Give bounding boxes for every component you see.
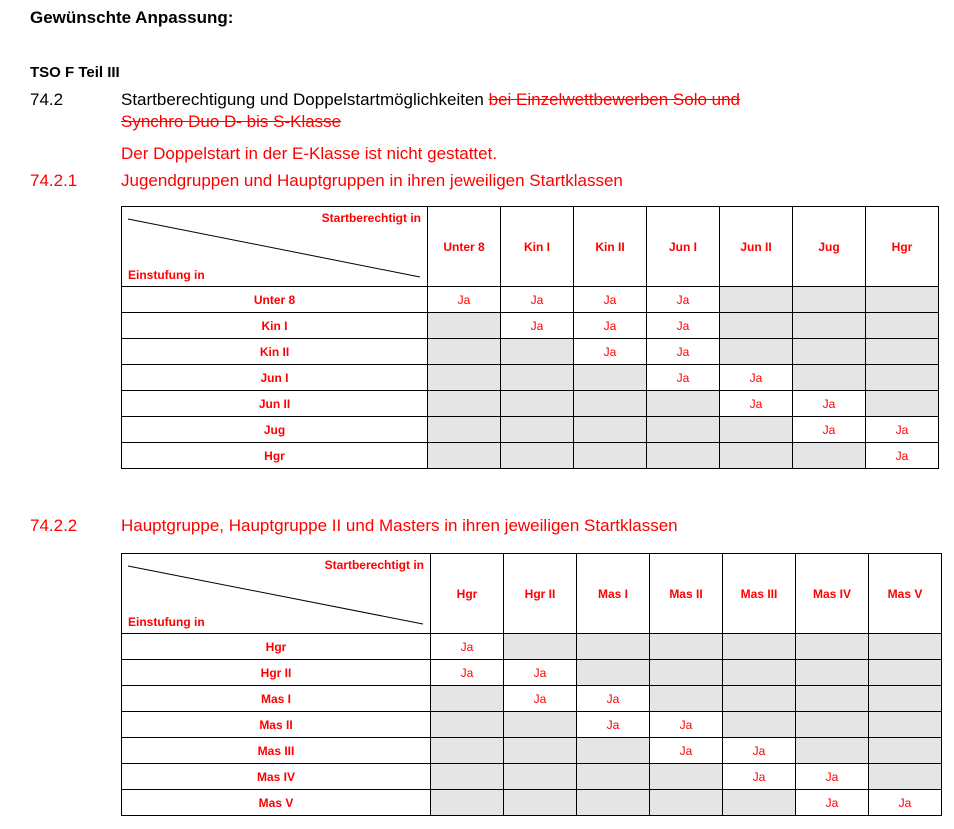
struck-text-1: bei Einzelwettbewerben Solo und xyxy=(488,90,741,109)
table-cell xyxy=(866,391,939,417)
table-cell xyxy=(869,738,942,764)
column-header: Hgr xyxy=(431,554,504,634)
table-cell: Ja xyxy=(796,790,869,816)
column-header: Mas I xyxy=(577,554,650,634)
table-cell xyxy=(869,764,942,790)
row-label: Hgr xyxy=(122,634,431,660)
table-cell xyxy=(647,391,720,417)
row-label: Mas IV xyxy=(122,764,431,790)
table-row xyxy=(122,790,942,816)
table-row xyxy=(122,634,942,660)
table-cell xyxy=(720,287,793,313)
table-cell: Ja xyxy=(720,365,793,391)
row-label: Mas III xyxy=(122,738,431,764)
table-cell: Ja xyxy=(866,417,939,443)
column-header: Jug xyxy=(793,207,866,287)
table-cell xyxy=(431,712,504,738)
table-cell: Ja xyxy=(647,365,720,391)
table-cell xyxy=(501,391,574,417)
table-cell xyxy=(428,339,501,365)
table-row xyxy=(122,686,942,712)
table-cell xyxy=(647,443,720,469)
table-cell: Ja xyxy=(650,738,723,764)
table-cell xyxy=(504,764,577,790)
table-cell xyxy=(866,339,939,365)
table-cell xyxy=(720,443,793,469)
column-header: Jun I xyxy=(647,207,720,287)
table-cell: Ja xyxy=(501,287,574,313)
table-cell: Ja xyxy=(720,391,793,417)
table-cell xyxy=(869,686,942,712)
table-cell xyxy=(796,686,869,712)
table-row xyxy=(122,313,939,339)
column-header: Hgr xyxy=(866,207,939,287)
column-header: Mas IV xyxy=(796,554,869,634)
table-cell xyxy=(869,660,942,686)
table-cell xyxy=(501,339,574,365)
table-cell: Ja xyxy=(869,790,942,816)
row-label: Jug xyxy=(122,417,428,443)
section-74-2-text xyxy=(121,89,921,111)
table-cell xyxy=(793,365,866,391)
table-cell xyxy=(723,686,796,712)
table-cell xyxy=(723,634,796,660)
header-einstufung: Einstufung in xyxy=(128,615,205,629)
table-cell xyxy=(793,313,866,339)
table-cell xyxy=(577,738,650,764)
row-label: Mas II xyxy=(122,712,431,738)
section-74-2-2-title: Hauptgruppe, Hauptgruppe II und Masters in ihren jeweiligen Startklassen xyxy=(121,516,678,535)
table-cell: Ja xyxy=(431,660,504,686)
section-number-74-2-2: 74.2.2 xyxy=(30,516,78,535)
column-header: Hgr II xyxy=(504,554,577,634)
table-cell xyxy=(723,660,796,686)
table-cell xyxy=(577,660,650,686)
section-number-74-2: 74.2 xyxy=(30,90,64,109)
table-cell xyxy=(504,634,577,660)
table-cell xyxy=(650,686,723,712)
table-row xyxy=(122,365,939,391)
section-74-2-1-title: Jugendgruppen und Hauptgruppen in ihren jeweiligen Startklassen xyxy=(121,171,623,190)
row-label: Mas I xyxy=(122,686,431,712)
table-cell xyxy=(793,443,866,469)
table-cell: Ja xyxy=(574,313,647,339)
table-cell: Ja xyxy=(504,686,577,712)
table-cell xyxy=(501,417,574,443)
table-cell xyxy=(650,660,723,686)
table-cell: Ja xyxy=(577,712,650,738)
table-cell xyxy=(574,443,647,469)
row-label: Jun I xyxy=(122,365,428,391)
table-cell xyxy=(577,634,650,660)
section-number-74-2-1: 74.2.1 xyxy=(30,171,78,190)
table-cell xyxy=(577,790,650,816)
table-cell xyxy=(796,634,869,660)
table-cell xyxy=(720,339,793,365)
table-cell: Ja xyxy=(501,313,574,339)
table-cell xyxy=(796,712,869,738)
table-cell: Ja xyxy=(428,287,501,313)
table-cell xyxy=(866,365,939,391)
table-cell xyxy=(720,313,793,339)
header-startberechtigt: Startberechtigt in xyxy=(324,558,424,572)
header-startberechtigt: Startberechtigt in xyxy=(321,211,421,225)
table-cell xyxy=(428,391,501,417)
table-cell xyxy=(504,790,577,816)
table-cell: Ja xyxy=(647,287,720,313)
table-row xyxy=(122,764,942,790)
table-cell: Ja xyxy=(574,339,647,365)
table-cell: Ja xyxy=(796,764,869,790)
column-header: Mas III xyxy=(723,554,796,634)
table-cell xyxy=(501,365,574,391)
table-cell xyxy=(647,417,720,443)
row-label: Kin II xyxy=(122,339,428,365)
table-row xyxy=(122,339,939,365)
table-row xyxy=(122,417,939,443)
column-header: Mas V xyxy=(869,554,942,634)
table-cell xyxy=(431,764,504,790)
header-einstufung: Einstufung in xyxy=(128,268,205,282)
table-row xyxy=(122,660,942,686)
section-74-2-title: Startberechtigung und Doppelstartmöglichkeiten xyxy=(121,90,484,109)
table-cell xyxy=(574,365,647,391)
row-label: Kin I xyxy=(122,313,428,339)
table-cell: Ja xyxy=(504,660,577,686)
table-cell xyxy=(650,764,723,790)
table-cell: Ja xyxy=(723,738,796,764)
table-cell xyxy=(501,443,574,469)
table-cell xyxy=(431,790,504,816)
table-corner-cell xyxy=(122,554,431,634)
document-reference: TSO F Teil III xyxy=(30,64,120,81)
table-cell xyxy=(574,417,647,443)
table-cell xyxy=(504,712,577,738)
column-header: Kin II xyxy=(574,207,647,287)
table-cell xyxy=(796,660,869,686)
start-eligibility-table-youth xyxy=(121,206,939,469)
start-eligibility-table-masters xyxy=(121,553,942,816)
table-cell xyxy=(796,738,869,764)
column-header: Unter 8 xyxy=(428,207,501,287)
table-cell xyxy=(723,790,796,816)
table-cell xyxy=(650,634,723,660)
page-heading: Gewünschte Anpassung: xyxy=(30,8,234,27)
table-cell xyxy=(428,313,501,339)
table-cell: Ja xyxy=(723,764,796,790)
table-cell xyxy=(793,339,866,365)
table-cell xyxy=(431,738,504,764)
table-cell xyxy=(720,417,793,443)
table-cell: Ja xyxy=(647,313,720,339)
table-cell: Ja xyxy=(431,634,504,660)
struck-text-2: Synchro Duo D- bis S-Klasse xyxy=(121,112,342,131)
table-cell xyxy=(866,287,939,313)
table-row xyxy=(122,287,939,313)
table-cell xyxy=(869,634,942,660)
table-cell xyxy=(793,287,866,313)
table-cell xyxy=(428,365,501,391)
table-cell xyxy=(577,764,650,790)
table-row xyxy=(122,738,942,764)
table-cell xyxy=(428,417,501,443)
row-label: Jun II xyxy=(122,391,428,417)
table-cell: Ja xyxy=(793,391,866,417)
table-cell: Ja xyxy=(793,417,866,443)
table-cell xyxy=(866,313,939,339)
table-cell xyxy=(574,391,647,417)
table-row xyxy=(122,443,939,469)
table-row xyxy=(122,712,942,738)
row-label: Hgr xyxy=(122,443,428,469)
row-label: Mas V xyxy=(122,790,431,816)
column-header: Kin I xyxy=(501,207,574,287)
column-header: Mas II xyxy=(650,554,723,634)
table-cell: Ja xyxy=(866,443,939,469)
row-label: Unter 8 xyxy=(122,287,428,313)
added-text: Der Doppelstart in der E-Klasse ist nicht gestattet. xyxy=(121,144,498,163)
table-cell xyxy=(504,738,577,764)
table-cell xyxy=(650,790,723,816)
column-header: Jun II xyxy=(720,207,793,287)
table-corner-cell xyxy=(122,207,428,287)
table-cell: Ja xyxy=(577,686,650,712)
table-cell: Ja xyxy=(574,287,647,313)
table-cell: Ja xyxy=(647,339,720,365)
table-cell: Ja xyxy=(650,712,723,738)
table-cell xyxy=(869,712,942,738)
row-label: Hgr II xyxy=(122,660,431,686)
table-cell xyxy=(428,443,501,469)
table-cell xyxy=(431,686,504,712)
table-cell xyxy=(723,712,796,738)
table-row xyxy=(122,391,939,417)
